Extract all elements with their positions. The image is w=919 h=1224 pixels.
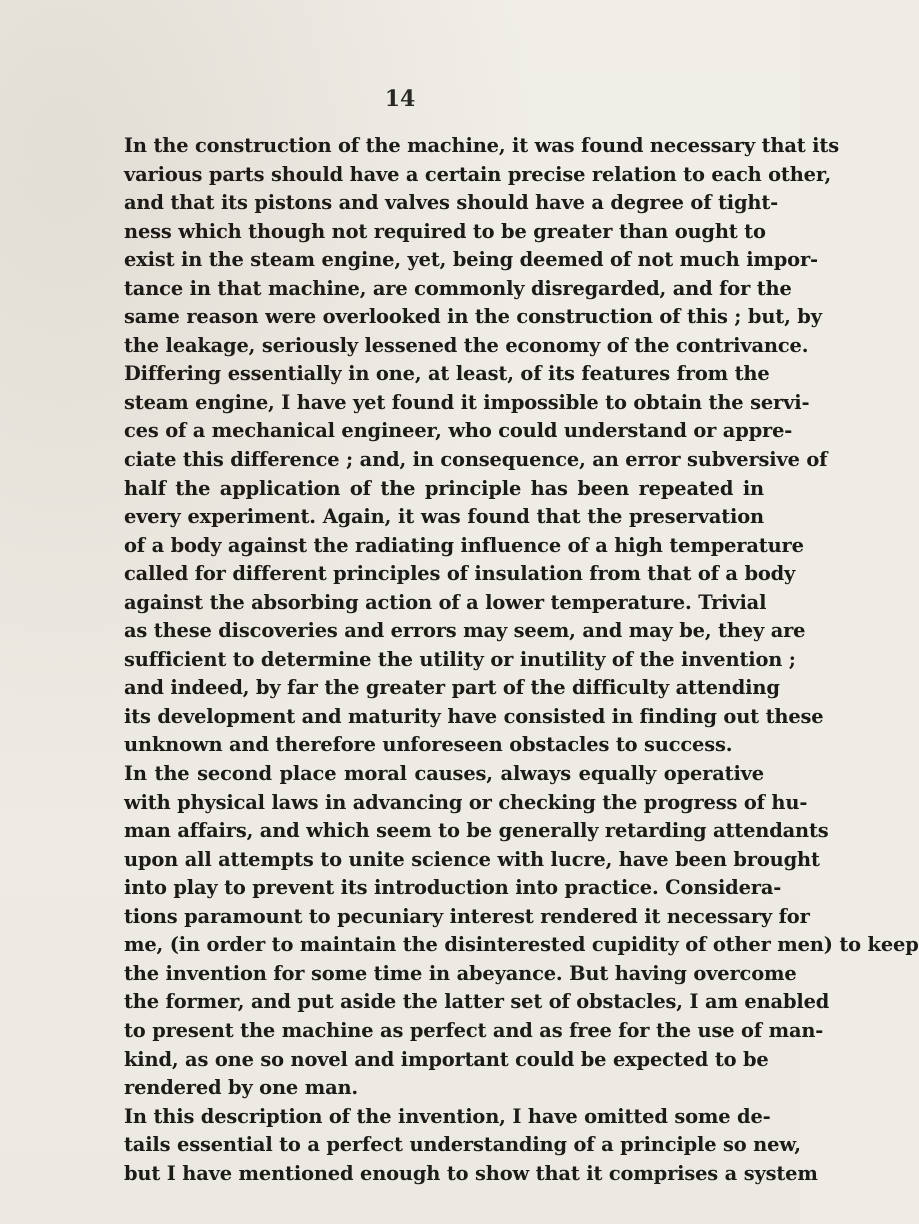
text-line: called for different principles of insulation from that of a body bbox=[124, 562, 796, 586]
text-line: its development and maturity have consisted in finding out these bbox=[124, 704, 824, 728]
text-line: the leakage, seriously lessened the economy of the contrivance. bbox=[124, 333, 809, 357]
text-line: of a body against the radiating influence of a high temperature bbox=[124, 533, 804, 557]
text-line: and that its pistons and valves should have a degree of tight- bbox=[124, 191, 779, 215]
page-number: 14 bbox=[384, 86, 416, 112]
text-line: tails essential to a perfect understanding of a principle so new, bbox=[124, 1133, 801, 1157]
text-line: rendered by one man. bbox=[124, 1076, 359, 1100]
text-line: half the application of the principle has been repeated in bbox=[124, 476, 764, 500]
text-line: exist in the steam engine, yet, being deemed of not much impor- bbox=[124, 248, 818, 272]
text-line: with physical laws in advancing or checking the progress of hu- bbox=[124, 790, 808, 814]
text-line: Differing essentially in one, at least, of its features from the bbox=[124, 362, 770, 386]
text-line: various parts should have a certain precise relation to each other, bbox=[124, 162, 832, 186]
text-line: steam engine, I have yet found it impossible to obtain the servi- bbox=[124, 390, 810, 414]
text-line: tions paramount to pecuniary interest rendered it necessary for bbox=[124, 904, 810, 928]
text-line: and indeed, by far the greater part of the difficulty attending bbox=[124, 676, 780, 700]
text-line: into play to prevent its introduction into practice. Considera- bbox=[124, 876, 782, 900]
text-line: ness which though not required to be greater than ought to bbox=[124, 219, 766, 243]
text-line: tance in that machine, are commonly disregarded, and for the bbox=[124, 276, 792, 300]
text-line: In the construction of the machine, it was found necessary that its bbox=[124, 134, 839, 157]
text-line: same reason were overlooked in the construction of this ; but, by bbox=[124, 305, 822, 329]
text-line: ces of a mechanical engineer, who could understand or appre- bbox=[124, 419, 793, 443]
text-line: the former, and put aside the latter set of obstacles, I am enabled bbox=[124, 990, 830, 1014]
text-line: ciate this difference ; and, in consequence, an error subversive of bbox=[124, 448, 828, 472]
text-line: to present the machine as perfect and as free for the use of man- bbox=[124, 1018, 824, 1042]
text-line: In this description of the invention, I have omitted some de- bbox=[124, 1104, 771, 1128]
text-line: every experiment. Again, it was found that the preservation bbox=[124, 505, 764, 529]
text-line-struck: me, (in order to maintain the disinterested cupidity of other men) to keep bbox=[124, 933, 919, 957]
body-text bbox=[124, 132, 919, 1188]
text-line: man affairs, and which seem to be generally retarding attendants bbox=[124, 819, 829, 843]
text-line: the invention for some time in abeyance. But having overcome bbox=[124, 961, 797, 985]
text-line: unknown and therefore unforeseen obstacles to success. bbox=[124, 733, 733, 757]
text-line: but I have mentioned enough to show that it comprises a system bbox=[124, 1161, 818, 1185]
text-line: against the absorbing action of a lower temperature. Trivial bbox=[124, 590, 767, 614]
text-line: sufficient to determine the utility or inutility of the invention ; bbox=[124, 647, 796, 671]
text-line: as these discoveries and errors may seem, and may be, they are bbox=[124, 619, 806, 643]
text-line: In the second place moral causes, always equally operative bbox=[124, 762, 764, 786]
text-line: kind, as one so novel and important could be expected to be bbox=[124, 1047, 769, 1071]
text-line: upon all attempts to unite science with lucre, have been brought bbox=[124, 847, 820, 871]
